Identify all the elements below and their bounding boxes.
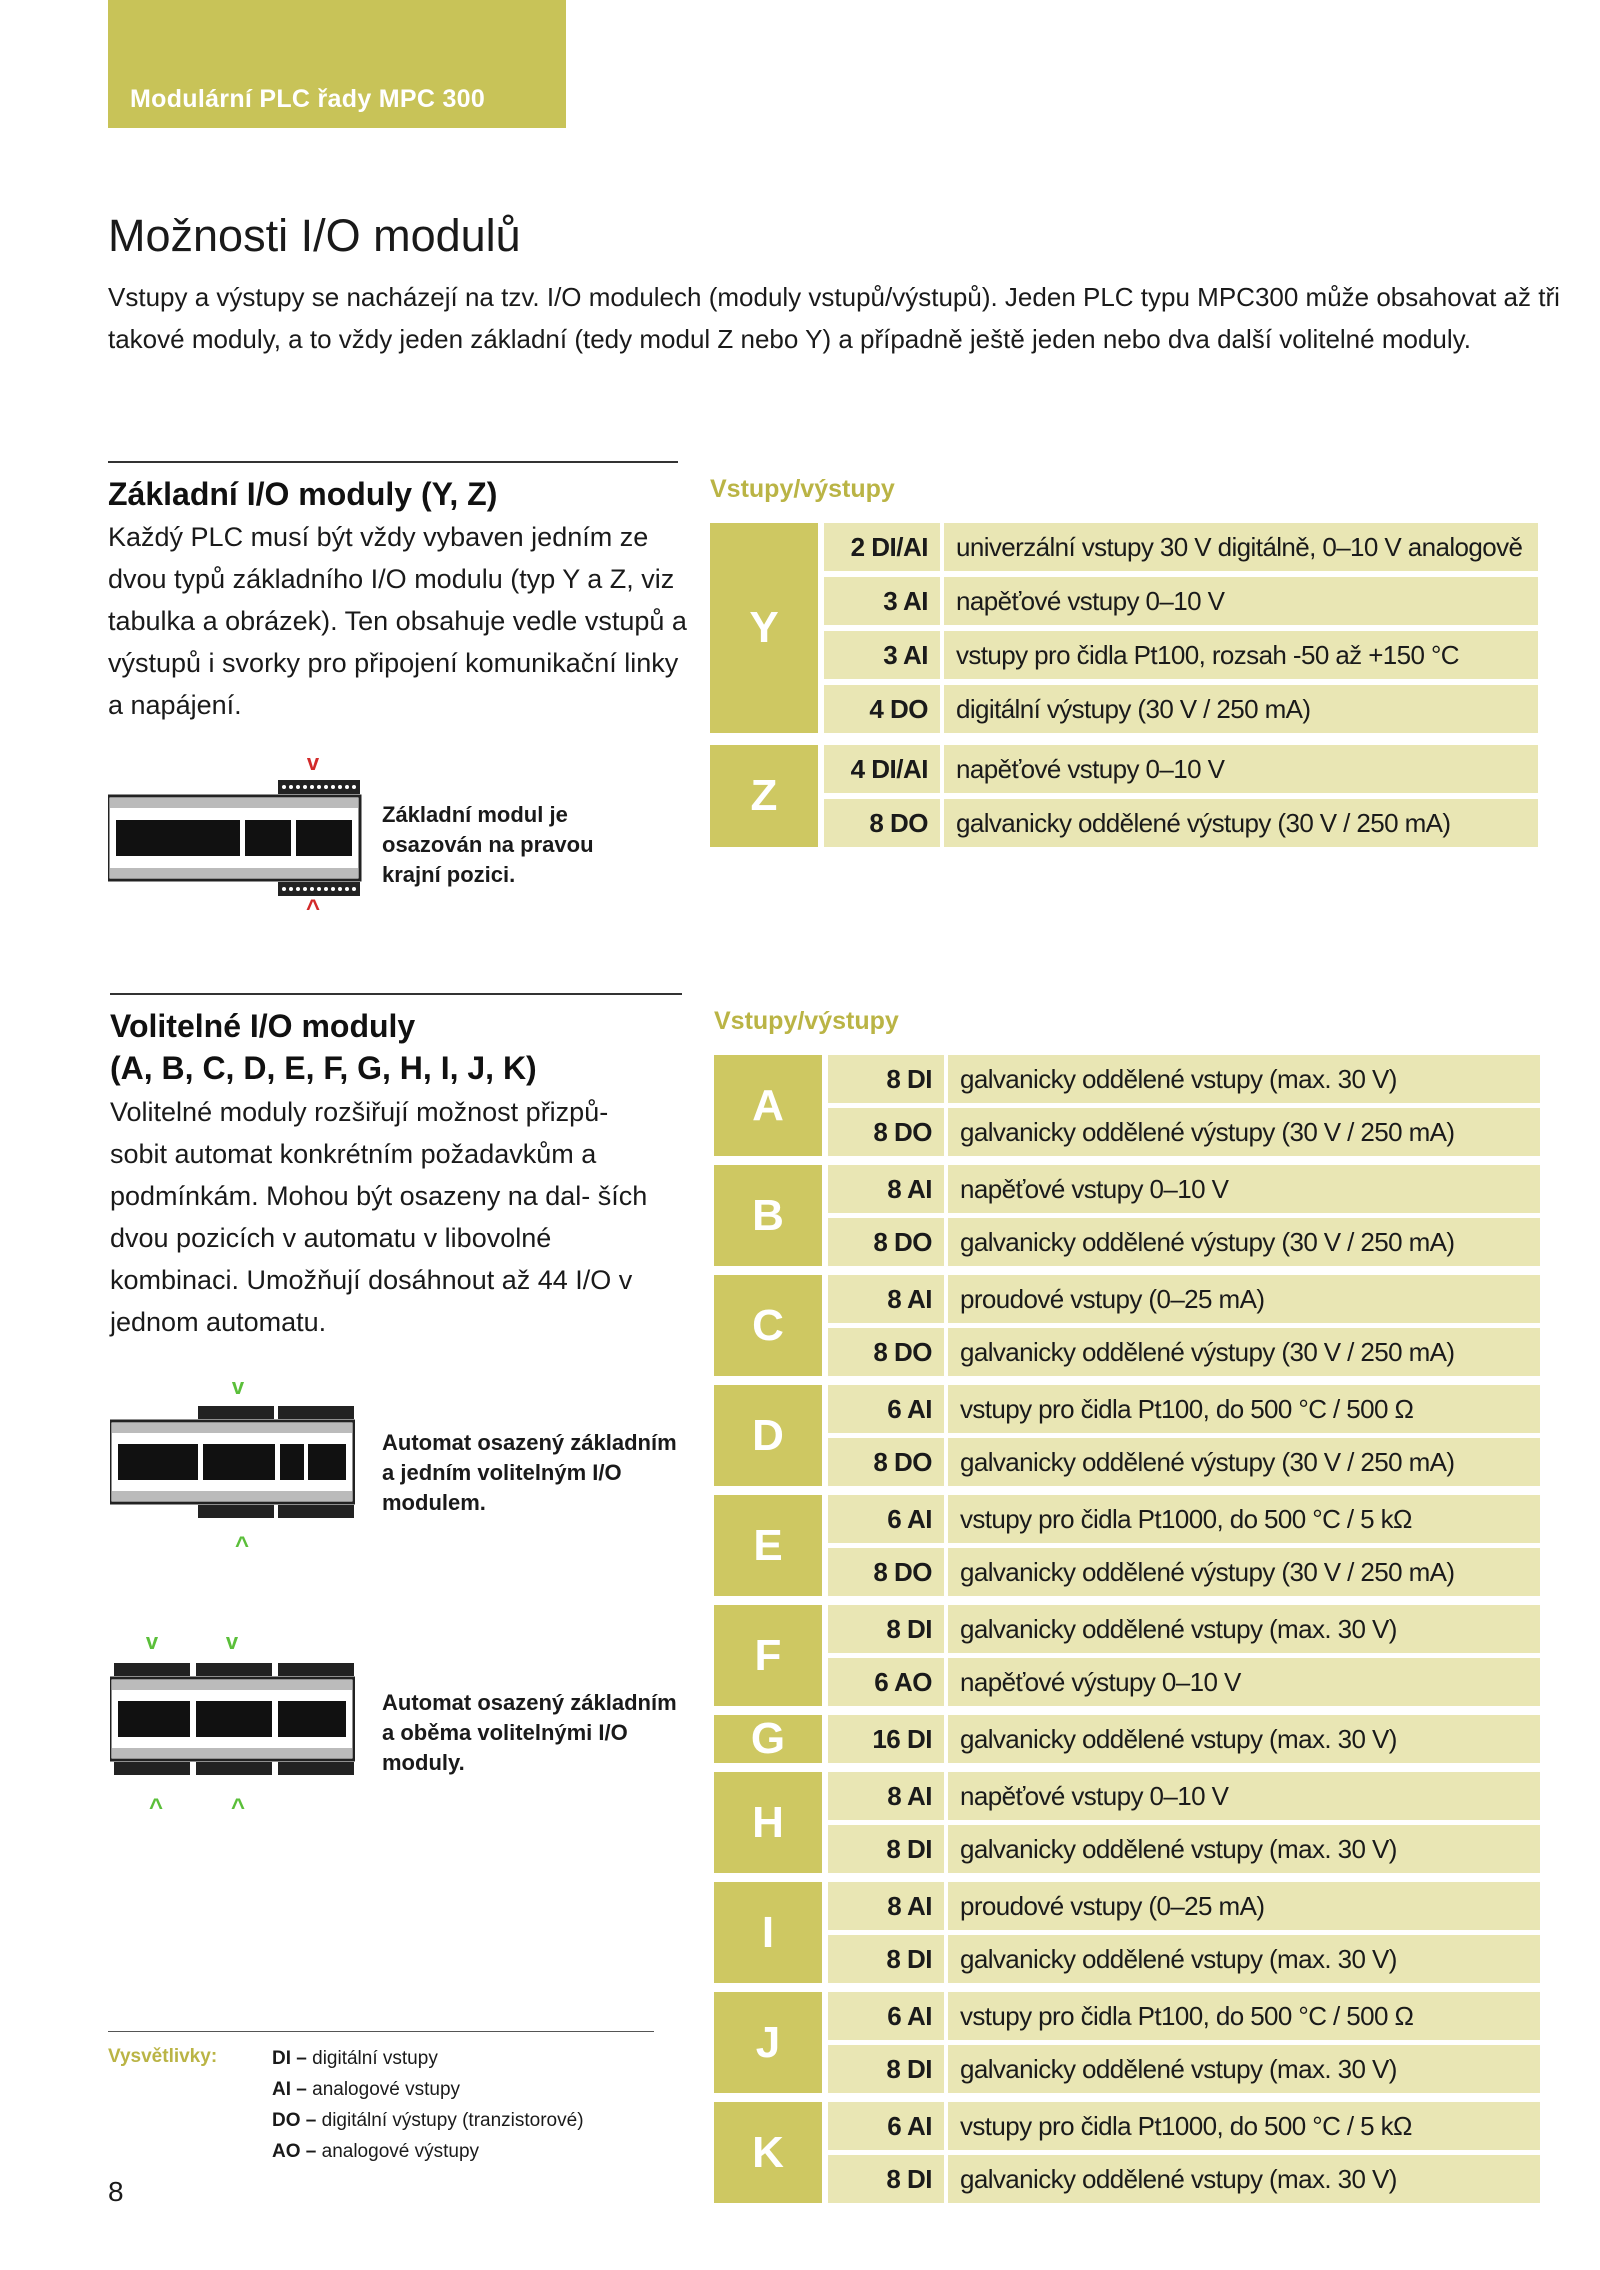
io-description: galvanicky oddělené výstupy (30 V / 250 mA) xyxy=(948,1328,1540,1376)
table-row xyxy=(824,631,1538,679)
io-code: 6 AI xyxy=(828,1992,944,2040)
io-code: 8 AI xyxy=(828,1772,944,1820)
io-description: vstupy pro čidla Pt100, do 500 °C / 500 Ω xyxy=(948,1385,1540,1433)
io-description: napěťové vstupy 0–10 V xyxy=(948,1772,1540,1820)
io-code: 8 DO xyxy=(828,1108,944,1156)
optional-section-text: Volitelné moduly rozšiřují možnost přizpů- sobit automat konkrétním požadavkům a podmínkám. Mohou být osazeny na dal- ších dvou pozicích v automatu v libovolné kombinaci. Umožňují dosáhnout až 44 I/O v jednom automatu. xyxy=(110,1097,648,1337)
header-bar xyxy=(108,0,566,128)
table-row xyxy=(828,1548,1540,1596)
page-number: 8 xyxy=(108,2176,124,2207)
io-code: 6 AI xyxy=(828,1495,944,1543)
table-row xyxy=(828,1385,1540,1433)
table-row xyxy=(824,799,1538,847)
two-optional-modules-diagram xyxy=(110,1635,355,1835)
table-row xyxy=(828,1882,1540,1930)
io-description: galvanicky oddělené vstupy (max. 30 V) xyxy=(948,1715,1540,1763)
io-code: 8 AI xyxy=(828,1882,944,1930)
svg-text:v: v xyxy=(231,1380,245,1399)
io-description: galvanicky oddělené vstupy (max. 30 V) xyxy=(948,2155,1540,2203)
io-description: vstupy pro čidla Pt1000, do 500 °C / 5 kΩ xyxy=(948,1495,1540,1543)
table-row xyxy=(828,2155,1540,2203)
table-row xyxy=(828,1825,1540,1873)
io-description: galvanicky oddělené výstupy (30 V / 250 mA) xyxy=(944,799,1538,847)
legend-abbr: AO – xyxy=(272,2141,317,2162)
io-description: napěťové vstupy 0–10 V xyxy=(944,577,1538,625)
io-code: 4 DI/AI xyxy=(824,745,940,793)
legend-text: digitální výstupy (tranzistorové) xyxy=(316,2110,584,2131)
io-description: galvanicky oddělené vstupy (max. 30 V) xyxy=(948,1605,1540,1653)
io-code: 6 AI xyxy=(828,1385,944,1433)
one-optional-module-caption: Automat osazený základním a jedním volitelným I/O modulem. xyxy=(382,1430,677,1515)
module-letter-b: B xyxy=(714,1165,822,1266)
legend-item xyxy=(272,2137,479,2167)
table-row xyxy=(828,1495,1540,1543)
io-description: galvanicky oddělené vstupy (max. 30 V) xyxy=(948,2045,1540,2093)
legend-abbr: DI – xyxy=(272,2048,307,2069)
io-code: 8 DO xyxy=(828,1438,944,1486)
table-row xyxy=(828,1935,1540,1983)
optional-section-subtitle: (A, B, C, D, E, F, G, H, I, J, K) xyxy=(110,1050,537,1086)
module-letter-j: J xyxy=(714,1992,822,2093)
svg-text:v: v xyxy=(225,1635,239,1654)
basic-table-label: Vstupy/výstupy xyxy=(710,475,895,503)
io-code: 3 AI xyxy=(824,577,940,625)
legend-text: analogové výstupy xyxy=(316,2141,480,2162)
module-letter-h: H xyxy=(714,1772,822,1873)
io-description: napěťové vstupy 0–10 V xyxy=(944,745,1538,793)
table-row xyxy=(828,1275,1540,1323)
io-description: galvanicky oddělené vstupy (max. 30 V) xyxy=(948,1055,1540,1103)
table-row xyxy=(828,1658,1540,1706)
io-code: 2 DI/AI xyxy=(824,523,940,571)
legend-item xyxy=(272,2044,438,2074)
io-code: 16 DI xyxy=(828,1715,944,1763)
legend-text: analogové vstupy xyxy=(306,2079,461,2100)
io-description: vstupy pro čidla Pt100, rozsah -50 až +150 °C xyxy=(944,631,1538,679)
io-code: 8 DI xyxy=(828,1055,944,1103)
io-description: univerzální vstupy 30 V digitálně, 0–10 V analogově xyxy=(944,523,1538,571)
table-row xyxy=(828,1438,1540,1486)
io-description: galvanicky oddělené výstupy (30 V / 250 mA) xyxy=(948,1438,1540,1486)
legend-item xyxy=(272,2106,584,2136)
table-row xyxy=(828,1715,1540,1763)
io-code: 8 DO xyxy=(828,1548,944,1596)
io-description: proudové vstupy (0–25 mA) xyxy=(948,1882,1540,1930)
module-letter-g: G xyxy=(714,1715,822,1763)
io-code: 6 AI xyxy=(828,2102,944,2150)
table-row xyxy=(828,1772,1540,1820)
legend-abbr: DO – xyxy=(272,2110,317,2131)
io-code: 8 AI xyxy=(828,1165,944,1213)
page-title: Možnosti I/O modulů xyxy=(108,210,521,261)
section-divider xyxy=(108,461,678,463)
io-description: proudové vstupy (0–25 mA) xyxy=(948,1275,1540,1323)
io-description: galvanicky oddělené výstupy (30 V / 250 mA) xyxy=(948,1548,1540,1596)
svg-text:^: ^ xyxy=(230,1794,246,1821)
optional-section-title: Volitelné I/O moduly xyxy=(110,1008,416,1044)
table-row xyxy=(828,2045,1540,2093)
io-description: napěťové výstupy 0–10 V xyxy=(948,1658,1540,1706)
optional-table-label: Vstupy/výstupy xyxy=(714,1007,899,1035)
svg-text:v: v xyxy=(306,758,320,775)
io-description: vstupy pro čidla Pt100, do 500 °C / 500 Ω xyxy=(948,1992,1540,2040)
io-code: 8 DO xyxy=(828,1328,944,1376)
legend-divider xyxy=(108,2031,654,2032)
io-code: 8 DI xyxy=(828,2045,944,2093)
io-description: galvanicky oddělené výstupy (30 V / 250 mA) xyxy=(948,1108,1540,1156)
table-row xyxy=(824,523,1538,571)
table-row xyxy=(828,1108,1540,1156)
module-letter-i: I xyxy=(714,1882,822,1983)
table-row xyxy=(828,1055,1540,1103)
svg-text:^: ^ xyxy=(305,895,321,913)
module-letter-e: E xyxy=(714,1495,822,1596)
module-letter-a: A xyxy=(714,1055,822,1156)
legend-text: digitální vstupy xyxy=(306,2048,438,2069)
legend-item xyxy=(272,2075,460,2105)
io-code: 8 DO xyxy=(824,799,940,847)
module-letter-y: Y xyxy=(710,523,818,733)
basic-section-text: Každý PLC musí být vždy vybaven jedním ze dvou typů základního I/O modulu (typ Y a Z, viz tabulka a obrázek). Ten obsahuje vedle vstupů a výstupů i svorky pro připojení komunikační linky a napájení. xyxy=(108,522,687,720)
io-code: 4 DO xyxy=(824,685,940,733)
io-description: napěťové vstupy 0–10 V xyxy=(948,1165,1540,1213)
section-divider xyxy=(110,993,682,995)
io-description: galvanicky oddělené vstupy (max. 30 V) xyxy=(948,1935,1540,1983)
svg-text:^: ^ xyxy=(234,1532,250,1559)
table-row xyxy=(824,685,1538,733)
legend-abbr: AI – xyxy=(272,2079,307,2100)
table-row xyxy=(828,1328,1540,1376)
intro-paragraph: Vstupy a výstupy se nacházejí na tzv. I/O modulech (moduly vstupů/výstupů). Jeden PLC typu MPC300 může obsahovat až tři takové moduly, a to vždy jeden základní (tedy modul Z nebo Y) a případně ještě jeden nebo dva další volitelné moduly. xyxy=(108,282,1560,354)
basic-module-diagram xyxy=(108,758,364,913)
io-description: digitální výstupy (30 V / 250 mA) xyxy=(944,685,1538,733)
module-letter-f: F xyxy=(714,1605,822,1706)
svg-text:v: v xyxy=(145,1635,159,1654)
svg-text:^: ^ xyxy=(148,1794,164,1821)
module-letter-c: C xyxy=(714,1275,822,1376)
io-code: 8 DI xyxy=(828,1605,944,1653)
table-row xyxy=(824,745,1538,793)
table-row xyxy=(828,1218,1540,1266)
io-code: 8 AI xyxy=(828,1275,944,1323)
io-code: 8 DI xyxy=(828,1935,944,1983)
basic-section-title: Základní I/O moduly (Y, Z) xyxy=(108,476,498,512)
io-code: 3 AI xyxy=(824,631,940,679)
module-letter-d: D xyxy=(714,1385,822,1486)
io-description: vstupy pro čidla Pt1000, do 500 °C / 5 kΩ xyxy=(948,2102,1540,2150)
io-code: 8 DO xyxy=(828,1218,944,1266)
legend-title: Vysvětlivky: xyxy=(108,2046,218,2067)
io-code: 6 AO xyxy=(828,1658,944,1706)
table-row xyxy=(828,2102,1540,2150)
one-optional-module-diagram xyxy=(110,1380,355,1565)
table-row xyxy=(828,1992,1540,2040)
table-row xyxy=(828,1165,1540,1213)
basic-module-caption: Základní modul je osazován na pravou krajní pozici. xyxy=(382,802,594,887)
io-code: 8 DI xyxy=(828,2155,944,2203)
two-optional-modules-caption: Automat osazený základním a oběma volitelnými I/O moduly. xyxy=(382,1690,677,1775)
module-letter-z: Z xyxy=(710,745,818,847)
table-row xyxy=(828,1605,1540,1653)
io-description: galvanicky oddělené vstupy (max. 30 V) xyxy=(948,1825,1540,1873)
module-letter-k: K xyxy=(714,2102,822,2203)
io-code: 8 DI xyxy=(828,1825,944,1873)
table-row xyxy=(824,577,1538,625)
io-description: galvanicky oddělené výstupy (30 V / 250 mA) xyxy=(948,1218,1540,1266)
header-title: Modulární PLC řady MPC 300 xyxy=(130,85,486,113)
